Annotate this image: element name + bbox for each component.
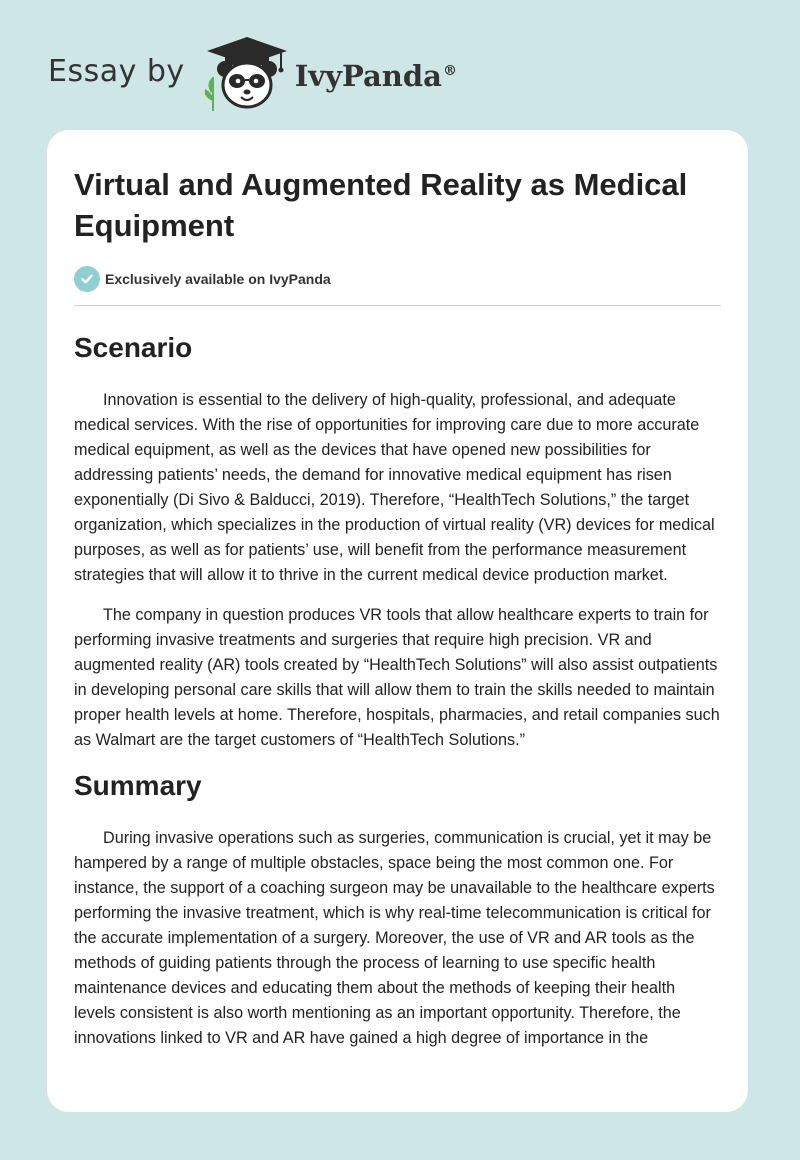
- section-heading-scenario: Scenario: [74, 332, 193, 363]
- panda-graduate-logo-icon[interactable]: [201, 35, 293, 113]
- paragraph: The company in question produces VR tools that allow healthcare experts to train for performing invasive treatments and surgeries that require high precision. VR and augmented reality (AR) tools created by “HealthTech Solutions” will also assist outpatients in developing personal care skills that will allow them to train the skills needed to maintain proper health levels at home. Therefore, hospitals, pharmacies, and retail companies such as Walmart are the target customers of “HealthTech Solutions.”: [74, 606, 720, 749]
- section-heading-summary: Summary: [74, 770, 202, 801]
- brand-name: [295, 59, 457, 93]
- essay-card: [47, 130, 748, 1112]
- essay-title: Virtual and Augmented Reality as Medical Equipment: [74, 167, 688, 243]
- exclusive-badge-text: Exclusively available on IvyPanda: [105, 271, 331, 287]
- site-header: [48, 34, 457, 114]
- paragraph: Innovation is essential to the delivery of high-quality, professional, and adequate medical services. With the rise of opportunities for improving care due to more accurate medical equipment, as well as the devices that have opened new possibilities for addressing patients’ needs, the demand for innovative medical equipment has risen exponentially (Di Sivo & Balducci, 2019). Therefore, “HealthTech Solutions,” the target organization, which specializes in the production of virtual reality (VR) devices for medical purposes, as well as for patients’ use, will benefit from the performance measurement strategies that will allow it to thrive in the current medical device production market.: [74, 391, 715, 584]
- brand-name-text: IvyPanda: [294, 59, 442, 93]
- exclusive-badge: [74, 266, 721, 292]
- paragraph: During invasive operations such as surgeries, communication is crucial, yet it may be hampered by a range of multiple obstacles, space being the most common one. For instance, the support of a coaching surgeon may be unavailable to the healthcare experts performing the invasive treatment, which is why real-time telecommunication is critical for the accurate implementation of a surgery. Moreover, the use of VR and AR tools as the methods of guiding patients through the process of learning to use specific health maintenance devices and educating them about the methods of keeping their health levels consistent is also worth mentioning as an important opportunity. Therefore, the innovations linked to VR and AR have gained a high degree of importance in the: [74, 829, 715, 1047]
- registered-mark: ®: [442, 63, 457, 80]
- essay-by-label: Essay by: [48, 53, 185, 89]
- check-circle-icon: [74, 266, 100, 292]
- title-divider: [74, 305, 721, 306]
